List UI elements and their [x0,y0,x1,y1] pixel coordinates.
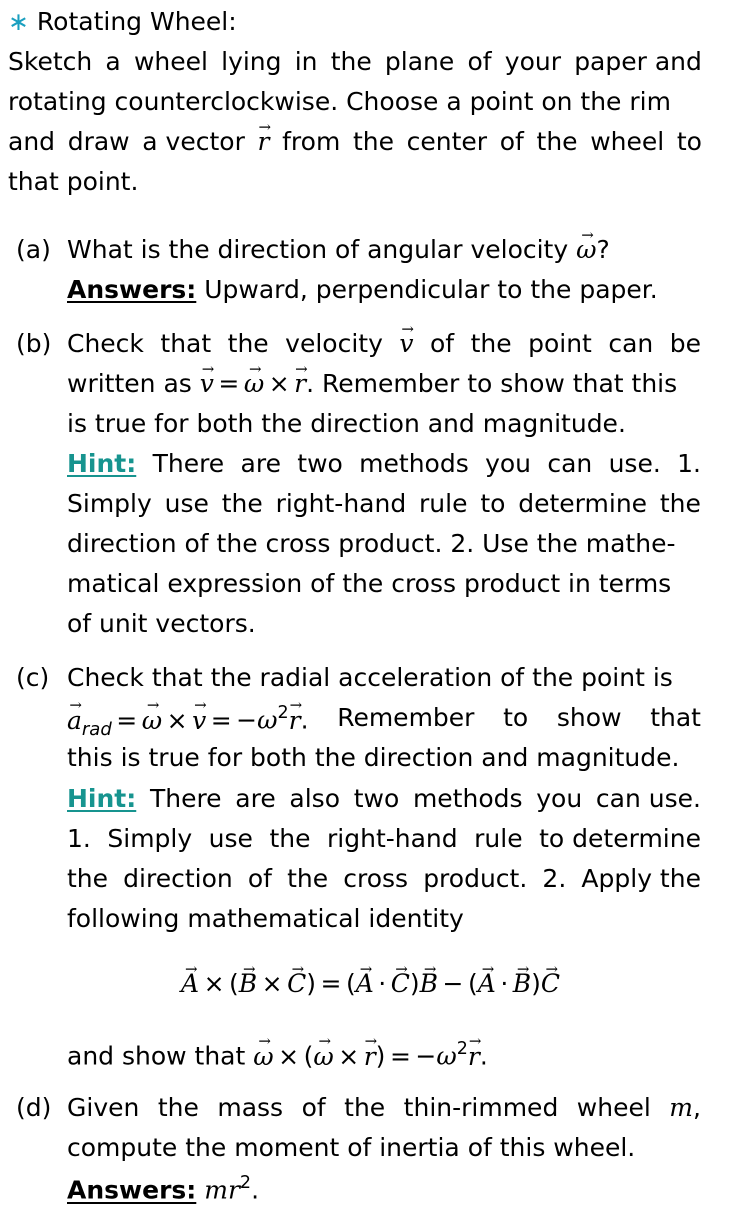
item-b-line-3: is true for both the direction and magnitude. [67,409,626,438]
item-b-label: (b) [16,329,52,358]
item-a-answer: Answers: Upward, perpendicular to the paper. [67,275,658,304]
item-c-hint-line-1: Hint: There are also two methods you can use. [67,784,701,813]
intro-line-3: and draw a vector → r from the center of the wheel to [8,129,702,154]
item-b-hint-line-5: of unit vectors. [67,609,256,638]
item-c-show-line: and show that → ω × (→ $\omega \times\to r) = -\omega^2\to r$. [67,1041,488,1069]
intro-line-4: that point. [8,167,139,196]
intro-line-2: rotating counterclockwise. Choose a point on the rim [8,87,671,116]
item-b-line-2: written as → v =→ ω ×→ r. Remember to show that this [67,371,677,396]
item-c-label: (c) [16,663,50,692]
item-d-answer: Answers: $mr^2$. [67,1173,260,1205]
item-a-question: What is the direction of angular velocity → ω? [67,237,610,262]
item-a-label: (a) [16,235,51,264]
item-c-line-1: Check that the radial acceleration of the point is [67,663,673,692]
item-c-hint-line-3: the direction of the cross product. 2. Apply the [67,864,701,893]
hint-label: Hint: [67,449,137,478]
section-heading: ∗ Rotating Wheel: [8,7,237,36]
item-b-line-1: Check that the velocity → v of the point can be [67,331,701,356]
item-c-hint-line-4: following mathematical identity [67,904,464,933]
item-c-line-2: → $a_{rad} =\to \omega \times\to v = -\omega^2\to r$. Remember to show that [67,705,701,739]
intro-line-1: Sketch a wheel lying in the plane of your paper and [8,47,702,76]
vector-identity-equation: → A × (→ B ×→ C) = (→ A ·→ C)→ B − (→ A ·→ B)→ C [181,971,560,996]
item-b-hint-line-3: direction of the cross product. 2. Use the mathe- [67,529,676,558]
item-d-line-2: compute the moment of inertia of this wheel. [67,1133,636,1162]
star-icon: ∗ [8,7,29,36]
item-c-hint-line-2: 1. Simply use the right-hand rule to determine [67,824,701,853]
item-b-hint-line-4: matical expression of the cross product in terms [67,569,672,598]
item-c-line-3: this is true for both the direction and magnitude. [67,743,680,772]
item-b-hint-line-2: Simply use the right-hand rule to determine the [67,489,701,518]
item-d-line-1: Given the mass of the thin-rimmed wheel m, [67,1093,701,1122]
item-b-hint-line-1: Hint: There are two methods you can use. 1. [67,449,701,478]
item-d-label: (d) [16,1093,52,1122]
